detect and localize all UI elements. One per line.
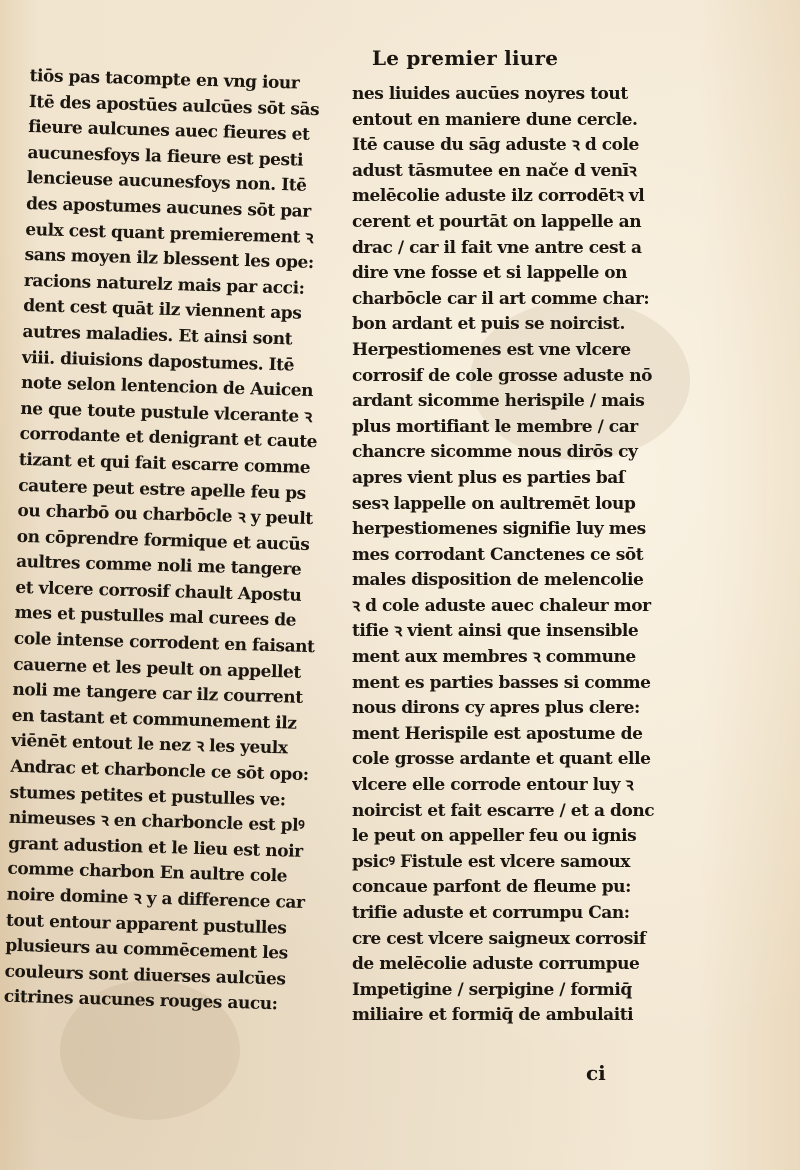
- text-line: note selon lentencion de Auicen: [20, 373, 314, 402]
- text-line: noircist et fait escarre / et a donc: [352, 800, 655, 821]
- text-line: viēnēt entout le nez ꝛ les yeulx: [10, 731, 288, 759]
- text-line: Impetigine / serpigine / formiq̄: [352, 979, 632, 1000]
- folio-signature: ci: [586, 1061, 606, 1085]
- text-line: tout entour apparent pustulles: [5, 910, 287, 939]
- text-line: melēcolie aduste ilz corrodētꝛ vl: [352, 186, 645, 207]
- text-line: chancre sicomme nous dirōs cy: [352, 442, 638, 463]
- text-line: bon ardant et puis se noircist.: [352, 314, 625, 335]
- text-line: nes liuides aucūes noyres tout: [352, 84, 628, 104]
- text-line: autres maladies. Et ainsi sont: [22, 321, 293, 350]
- text-line: des apostumes aucunes sōt par: [25, 193, 312, 222]
- text-line: noli me tangere car ilz courrent: [12, 680, 303, 709]
- text-line: grant adustion et le lieu est noir: [7, 833, 303, 862]
- text-line: aucunesfoys la fieure est pesti: [27, 142, 304, 171]
- text-line: ment aux membres ꝛ commune: [352, 647, 636, 668]
- text-line: mes et pustulles mal curees de: [14, 603, 297, 632]
- text-line: plus mortifiant le membre / car: [352, 416, 638, 437]
- text-line: cole grosse ardante et quant elle: [352, 749, 651, 770]
- text-line: on cōprendre formique et aucūs: [16, 526, 310, 555]
- text-line: cerent et pourtāt on lappelle an: [352, 211, 642, 232]
- text-column-left: [4, 64, 336, 1019]
- text-line: cauerne et les peult on appellet: [12, 654, 302, 683]
- text-line: dire vne fosse et si lappelle on: [352, 263, 628, 284]
- text-line: corrodante et denigrant et caute: [19, 424, 318, 453]
- text-line: fieure aulcunes auec fieures et: [27, 117, 310, 146]
- text-line: males disposition de melencolie: [352, 570, 644, 591]
- text-line: psicꝰ Fistule est vlcere samoux: [352, 851, 630, 872]
- text-line: ou charbō ou charbōcle ꝛ y peult: [17, 500, 313, 530]
- text-line: sans moyen ilz blessent les ope:: [24, 245, 314, 274]
- text-line: entout en maniere dune cercle.: [352, 109, 638, 130]
- text-line: trifie aduste et corrumpu Can:: [352, 903, 630, 923]
- text-line: Itē des apostūes aulcūes sōt sās: [28, 91, 320, 120]
- text-line: lencieuse aucunesfoys non. Itē: [26, 168, 307, 197]
- text-line: sesꝛ lappelle on aultremēt loup: [352, 493, 636, 514]
- text-line: charbōcle car il art comme char:: [352, 288, 650, 309]
- text-line: ꝛ d cole aduste auec chaleur mor: [352, 595, 651, 616]
- text-line: adust tāsmutee en nače d venīꝛ: [352, 160, 637, 181]
- text-line: racions naturelz mais par acci:: [23, 270, 305, 299]
- text-line: mes corrodant Canctenes ce sōt: [352, 544, 644, 565]
- text-line: eulx cest quant premierement ꝛ: [25, 219, 314, 248]
- text-line: plusieurs au commēcement les: [5, 935, 289, 964]
- text-line: drac / car il fait vne antre cest a: [352, 237, 642, 258]
- text-line: de melēcolie aduste corrumpue: [352, 954, 640, 975]
- text-line: couleurs sont diuerses aulcūes: [4, 961, 286, 990]
- text-line: stumes petites et pustulles ve:: [9, 782, 286, 811]
- text-line: comme charbon En aultre cole: [7, 859, 288, 887]
- text-line: ment es parties basses si comme: [352, 672, 651, 693]
- text-line: miliaire et formiq̄ de ambulaiti: [352, 1005, 634, 1026]
- text-line: Herpestiomenes est vne vlcere: [352, 339, 631, 360]
- text-line: nous dirons cy apres plus clere:: [352, 698, 640, 719]
- text-line: corrosif de cole grosse aduste nō: [352, 365, 653, 386]
- text-line: et vlcere corrosif chault Apostu: [15, 577, 302, 606]
- text-line: dent cest quāt ilz viennent aps: [22, 296, 302, 325]
- text-line: en tastant et communement ilz: [11, 705, 297, 734]
- text-line: tiōs pas tacompte en vng iour: [29, 65, 300, 94]
- running-head: Le premier liure: [372, 46, 559, 70]
- text-column-right: [352, 82, 662, 1029]
- text-line: citrines aucunes rouges aucu:: [3, 987, 278, 1015]
- text-line: cole intense corrodent en faisant: [13, 628, 315, 658]
- text-line: vlcere elle corrode entour luy ꝛ: [352, 775, 634, 796]
- text-line: apres vient plus es parties baſ: [352, 467, 625, 488]
- text-line: tizant et qui fait escarre comme: [18, 449, 311, 478]
- text-line: Andrac et charboncle ce sōt opo:: [10, 756, 309, 786]
- text-line: ardant sicomme herispile / mais: [352, 391, 645, 412]
- text-line: Itē cause du sāg aduste ꝛ d cole: [352, 135, 639, 156]
- text-line: tifie ꝛ vient ainsi que insensible: [352, 621, 639, 642]
- text-line: aultres comme noli me tangere: [15, 552, 302, 581]
- text-line: concaue parfont de fleume pu:: [352, 877, 631, 898]
- text-line: ne que toute pustule vlcerante ꝛ: [20, 398, 313, 427]
- text-line: viii. diuisions dapostumes. Itē: [21, 347, 295, 376]
- text-line: herpestiomenes signifie luy mes: [352, 519, 646, 540]
- text-line: cautere peut estre apelle feu ps: [17, 475, 307, 504]
- text-line: ment Herispile est apostume de: [352, 723, 643, 744]
- text-line: le peut on appeller feu ou ignis: [352, 826, 637, 847]
- text-line: nimeuses ꝛ en charboncle est plꝰ: [8, 807, 305, 837]
- text-line: noire domine ꝛ y a difference car: [6, 884, 305, 913]
- text-line: cre cest vlcere saigneux corrosif: [352, 928, 646, 949]
